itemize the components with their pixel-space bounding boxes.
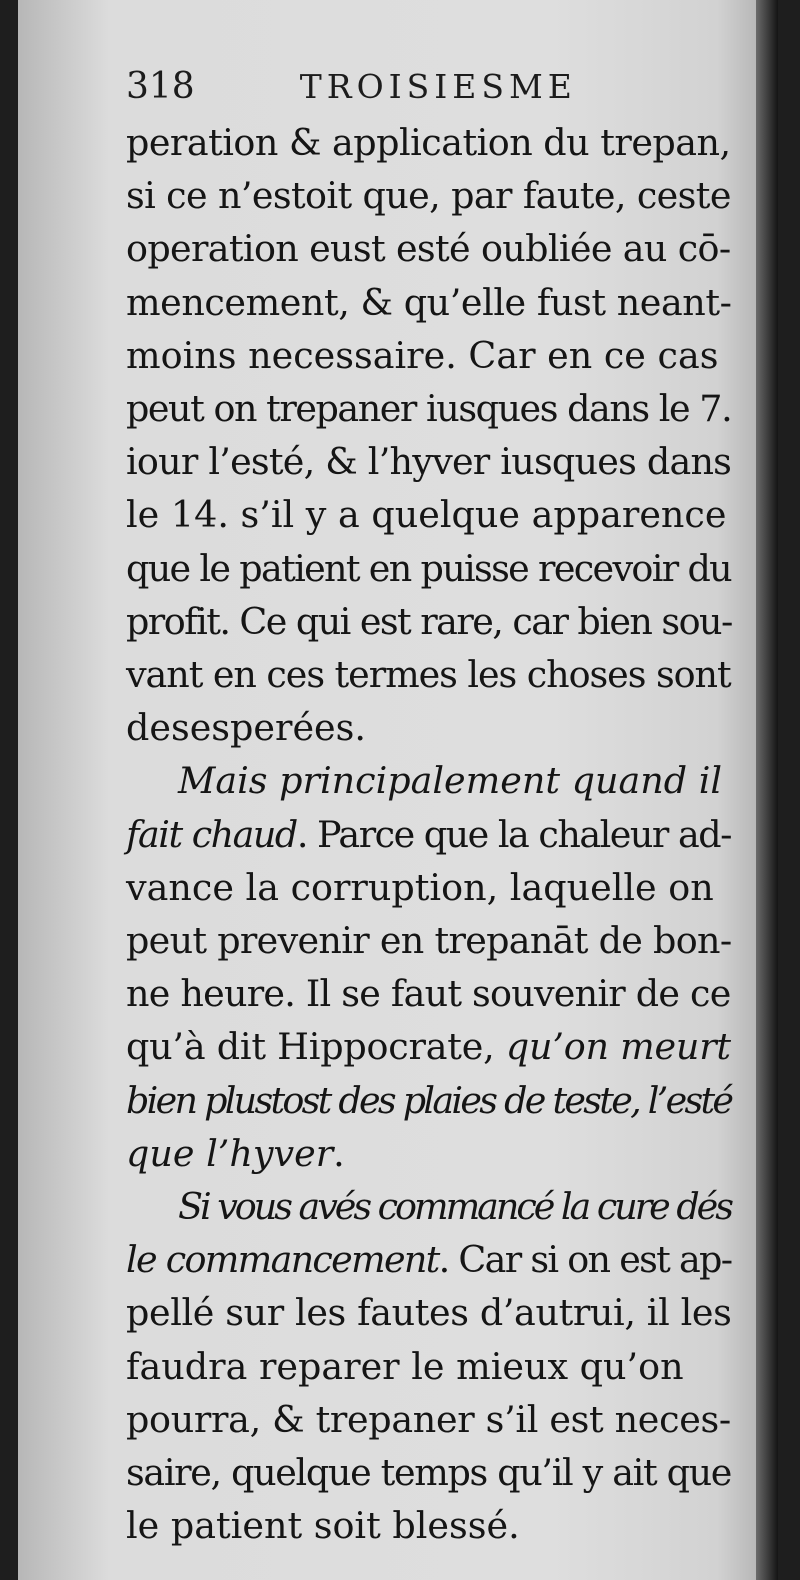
text-segment: peration & application du trepan,: [126, 121, 731, 164]
italic-segment: le commancement: [126, 1238, 439, 1282]
text-segment: profit. Ce qui est rare, car bien sou-: [126, 599, 732, 643]
text-segment: vant en ces termes les choses sont: [126, 653, 731, 697]
text-segment: . Car si on est ap-: [438, 1238, 732, 1282]
text-line: [126, 169, 731, 222]
text-segment: le patient soit blessé.: [126, 1504, 520, 1548]
text-line: [126, 595, 731, 648]
text-line: [126, 701, 731, 754]
text-segment: que le patient en puisse recevoir du: [126, 546, 732, 590]
text-line: [126, 329, 731, 382]
italic-segment: Mais principalement quand il: [178, 759, 723, 803]
page-number: 318: [126, 66, 195, 107]
text-line: [126, 1127, 731, 1180]
text-line: [126, 1446, 731, 1499]
text-segment: pourra, & trepaner s’il est neces-: [126, 1397, 731, 1441]
text-line: [126, 116, 731, 169]
text-line: [126, 808, 731, 861]
paragraph: [126, 754, 731, 1180]
text-segment: saire, quelque temps qu’il y ait que: [126, 1451, 732, 1495]
text-line: [126, 1074, 731, 1127]
text-line: [126, 754, 731, 807]
text-line: [126, 967, 731, 1020]
text-line: [126, 1340, 731, 1393]
text-line: [126, 1020, 731, 1073]
text-segment: operation eust esté oubliée au cō-: [126, 227, 731, 271]
page-edge-shadow: [756, 0, 778, 1580]
text-line: [126, 435, 731, 488]
text-line: [126, 488, 731, 541]
text-line: [126, 648, 731, 701]
text-line: [126, 914, 731, 967]
text-segment: le 14. s’il y a quelque apparence: [126, 493, 727, 537]
text-line: [126, 1233, 731, 1286]
text-segment: moins necessaire. Car en ce cas: [126, 333, 719, 377]
text-segment: si ce n’estoit que, par faute, ceste: [126, 174, 731, 218]
text-line: [126, 542, 731, 595]
text-line: [126, 861, 731, 914]
text-segment: faudra reparer le mieux qu’on: [126, 1344, 684, 1388]
text-line: [126, 222, 731, 275]
paragraph: [126, 1180, 731, 1552]
text-segment: qu’à dit Hippocrate,: [126, 1025, 506, 1069]
italic-segment: Si vous avés commancé la cure dés: [178, 1185, 731, 1229]
page-header: [126, 66, 596, 107]
italic-segment: fait chaud: [126, 812, 297, 856]
italic-segment: qu’on meurt: [505, 1025, 731, 1069]
text-line: [126, 276, 731, 329]
text-segment: desesperées.: [126, 706, 366, 750]
italic-segment: bien plustost des plaies de teste, l’esté: [126, 1078, 732, 1122]
text-segment: . Parce que la chaleur ad-: [296, 812, 731, 856]
paragraph: [126, 116, 731, 754]
running-head: TROISIESME: [299, 67, 577, 106]
italic-segment: que l’hyver: [126, 1131, 334, 1175]
text-segment: pellé sur les fautes d’autrui, il les: [126, 1291, 732, 1335]
text-segment: peut on trepaner iusques dans le 7.: [126, 387, 732, 431]
text-segment: peut prevenir en trepanāt de bon-: [126, 919, 732, 963]
text-segment: ne heure. Il se faut souvenir de ce: [126, 972, 731, 1016]
body-text: [126, 116, 731, 1552]
text-segment: .: [333, 1131, 345, 1175]
text-line: [126, 1286, 731, 1339]
text-line: [126, 1499, 731, 1552]
text-line: [126, 1180, 731, 1233]
text-segment: iour l’esté, & l’hyver iusques dans: [126, 440, 732, 484]
text-segment: vance la corruption, laquelle on: [126, 865, 714, 909]
text-line: [126, 382, 731, 435]
text-line: [126, 1393, 731, 1446]
text-segment: mencement, & qu’elle fust neant-: [126, 280, 732, 324]
